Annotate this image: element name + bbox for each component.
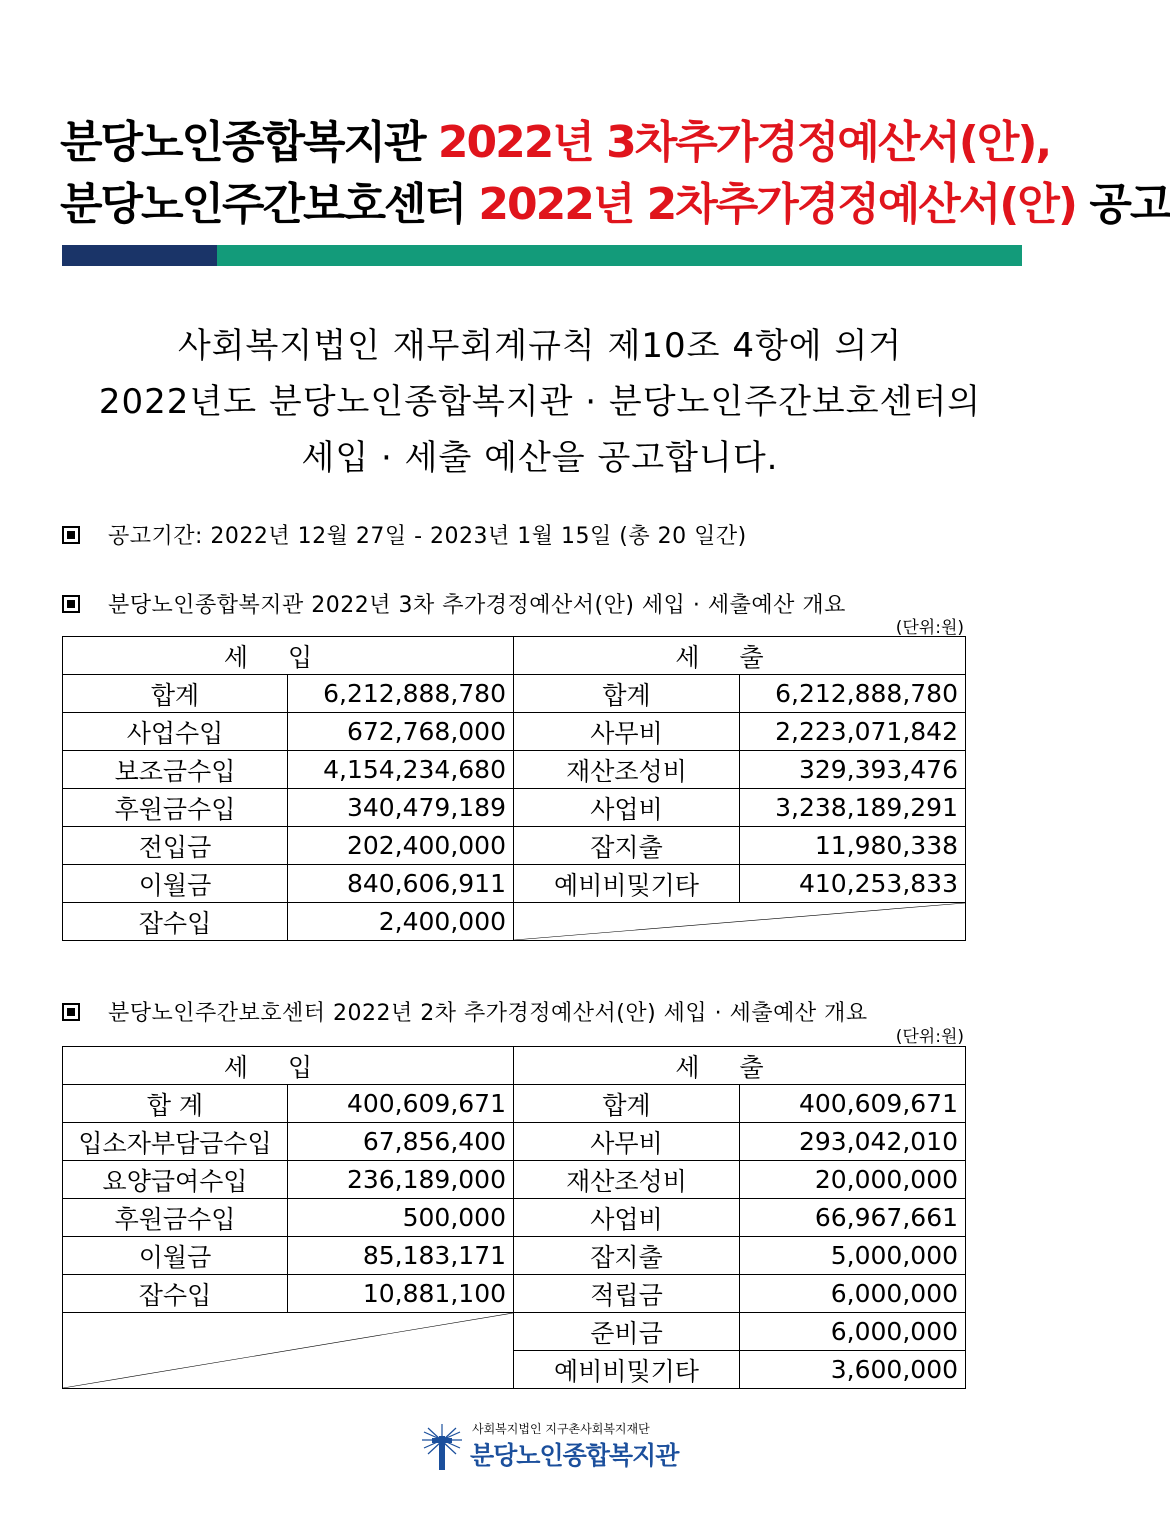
expense-label: 잡지출 xyxy=(514,1237,740,1275)
expense-label: 합계 xyxy=(514,675,740,713)
expense-label: 사업비 xyxy=(514,789,740,827)
footer-org-name: 사회복지법인 지구촌사회복지재단 xyxy=(472,1422,650,1436)
title-underline-bar xyxy=(62,245,1022,266)
revenue-header: 세입 xyxy=(63,637,514,675)
expense-value: 20,000,000 xyxy=(740,1161,966,1199)
revenue-label: 후원금수입 xyxy=(63,789,288,827)
revenue-header: 세입 xyxy=(63,1047,514,1085)
section2-budget-table xyxy=(62,1046,966,1389)
intro-line-3: 세입 · 세출 예산을 공고합니다. xyxy=(301,438,779,478)
expense-label: 적립금 xyxy=(514,1275,740,1313)
title-org-2: 분당노인주간보호센터 xyxy=(60,179,466,230)
revenue-label: 전입금 xyxy=(63,827,288,865)
table-row xyxy=(63,713,966,751)
table-row xyxy=(63,1199,966,1237)
section2-heading xyxy=(62,996,868,1027)
expense-label: 잡지출 xyxy=(514,827,740,865)
revenue-label: 입소자부담금수입 xyxy=(63,1123,288,1161)
revenue-label: 사업수입 xyxy=(63,713,288,751)
expense-header: 세출 xyxy=(514,637,966,675)
expense-label: 사무비 xyxy=(514,1123,740,1161)
intro-text xyxy=(60,318,1020,486)
square-bullet-icon xyxy=(62,595,80,613)
table-row xyxy=(63,903,966,941)
expense-value: 293,042,010 xyxy=(740,1123,966,1161)
revenue-value: 340,479,189 xyxy=(288,789,514,827)
table-row xyxy=(63,1313,966,1351)
table-row xyxy=(63,1123,966,1161)
table-row xyxy=(63,1275,966,1313)
expense-header: 세출 xyxy=(514,1047,966,1085)
period-text: 공고기간: 2022년 12월 27일 - 2023년 1월 15일 (총 20 일간) xyxy=(108,524,747,549)
intro-line-1: 사회복지법인 재무회계규칙 제10조 4항에 의거 xyxy=(177,326,903,366)
expense-label: 재산조성비 xyxy=(514,751,740,789)
title-budget-1: 2022년 3차추가경정예산서(안), xyxy=(437,117,1051,168)
expense-value: 6,000,000 xyxy=(740,1313,966,1351)
revenue-value: 4,154,234,680 xyxy=(288,751,514,789)
revenue-value: 500,000 xyxy=(288,1199,514,1237)
revenue-value: 400,609,671 xyxy=(288,1085,514,1123)
expense-value: 6,212,888,780 xyxy=(740,675,966,713)
table-row xyxy=(63,865,966,903)
table-row xyxy=(63,789,966,827)
revenue-value: 67,856,400 xyxy=(288,1123,514,1161)
expense-label: 사무비 xyxy=(514,713,740,751)
square-bullet-icon xyxy=(62,1003,80,1021)
expense-label: 예비비및기타 xyxy=(514,865,740,903)
table-header-row xyxy=(63,1047,966,1085)
title-bar-green xyxy=(217,245,1022,266)
revenue-value: 236,189,000 xyxy=(288,1161,514,1199)
title-org-1: 분당노인종합복지관 xyxy=(60,117,425,168)
square-bullet-icon xyxy=(62,526,80,544)
diagonal-line xyxy=(63,1313,513,1388)
revenue-label: 이월금 xyxy=(63,865,288,903)
table-row xyxy=(63,1085,966,1123)
expense-value: 5,000,000 xyxy=(740,1237,966,1275)
table-row xyxy=(63,1237,966,1275)
revenue-value: 672,768,000 xyxy=(288,713,514,751)
period-line xyxy=(62,519,747,550)
section1-heading-text: 분당노인종합복지관 2022년 3차 추가경정예산서(안) 세입 · 세출예산 개요 xyxy=(108,593,846,618)
revenue-label: 합 계 xyxy=(63,1085,288,1123)
expense-label: 사업비 xyxy=(514,1199,740,1237)
expense-value: 2,223,071,842 xyxy=(740,713,966,751)
title-budget-2: 2022년 2차추가경정예산서(안) xyxy=(478,179,1077,230)
expense-label: 재산조성비 xyxy=(514,1161,740,1199)
expense-value: 400,609,671 xyxy=(740,1085,966,1123)
expense-value: 66,967,661 xyxy=(740,1199,966,1237)
revenue-label: 보조금수입 xyxy=(63,751,288,789)
footer-logo xyxy=(420,1420,680,1480)
revenue-value: 85,183,171 xyxy=(288,1237,514,1275)
expense-value: 3,600,000 xyxy=(740,1351,966,1389)
expense-value: 410,253,833 xyxy=(740,865,966,903)
expense-value: 329,393,476 xyxy=(740,751,966,789)
table-row xyxy=(63,827,966,865)
revenue-label: 이월금 xyxy=(63,1237,288,1275)
diagonal-line xyxy=(514,903,965,940)
revenue-value: 10,881,100 xyxy=(288,1275,514,1313)
revenue-label: 잡수입 xyxy=(63,903,288,941)
table-row xyxy=(63,675,966,713)
expense-value: 6,000,000 xyxy=(740,1275,966,1313)
title-line-1 xyxy=(60,112,1051,174)
title-line-2 xyxy=(60,174,1170,236)
notice-title xyxy=(60,112,1170,236)
revenue-value: 202,400,000 xyxy=(288,827,514,865)
revenue-value: 6,212,888,780 xyxy=(288,675,514,713)
footer-center-name: 분당노인종합복지관 xyxy=(470,1441,679,1470)
revenue-value: 2,400,000 xyxy=(288,903,514,941)
revenue-label: 합계 xyxy=(63,675,288,713)
expense-value: 11,980,338 xyxy=(740,827,966,865)
expense-value: 3,238,189,291 xyxy=(740,789,966,827)
empty-diagonal-cell xyxy=(514,903,966,941)
sunburst-cross-icon xyxy=(420,1422,464,1472)
section1-budget-table xyxy=(62,636,966,941)
empty-diagonal-cell xyxy=(63,1313,514,1389)
title-tail: 공고 xyxy=(1089,179,1170,230)
section1-heading xyxy=(62,588,846,619)
intro-line-2: 2022년도 분당노인종합복지관 · 분당노인주간보호센터의 xyxy=(98,382,982,422)
revenue-label: 요양급여수입 xyxy=(63,1161,288,1199)
expense-label: 합계 xyxy=(514,1085,740,1123)
section2-heading-text: 분당노인주간보호센터 2022년 2차 추가경정예산서(안) 세입 · 세출예산 개요 xyxy=(108,1001,868,1026)
section2-unit: (단위:원) xyxy=(895,1027,964,1047)
expense-label: 예비비및기타 xyxy=(514,1351,740,1389)
revenue-label: 잡수입 xyxy=(63,1275,288,1313)
revenue-value: 840,606,911 xyxy=(288,865,514,903)
table-row xyxy=(63,751,966,789)
expense-label: 준비금 xyxy=(514,1313,740,1351)
title-bar-navy xyxy=(62,245,217,266)
table-header-row xyxy=(63,637,966,675)
section1-unit: (단위:원) xyxy=(895,618,964,638)
table-row xyxy=(63,1161,966,1199)
revenue-label: 후원금수입 xyxy=(63,1199,288,1237)
